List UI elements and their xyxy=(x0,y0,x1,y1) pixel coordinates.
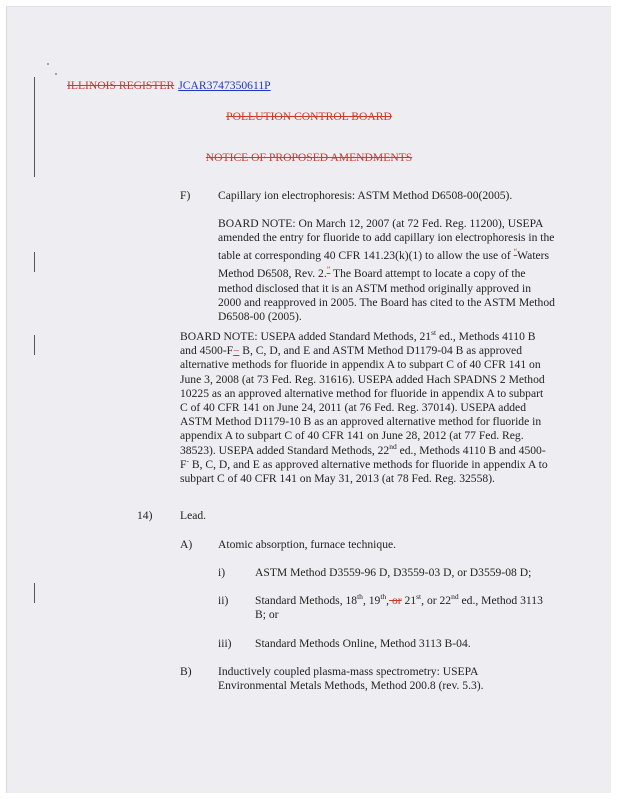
inserted-close-quote: ” xyxy=(326,265,331,275)
sub-i-text: ASTM Method D3559-96 D, D3559-03 D, or D3559-08 D; xyxy=(255,566,532,579)
scan-speck xyxy=(47,63,49,65)
revision-bar xyxy=(34,252,35,272)
register-label: ILLINOIS REGISTER xyxy=(67,79,175,92)
agency-title: POLLUTION CONTROL BOARD xyxy=(226,110,392,123)
item-b-text: Inductively coupled plasma-mass spectrometry: USEPA Environmental Metals Methods, Method 200.8 (rev. 5.3). xyxy=(218,665,484,693)
register-header xyxy=(67,79,271,93)
sub-iii-marker: iii) xyxy=(218,637,232,650)
notice-title: NOTICE OF PROPOSED AMENDMENTS xyxy=(205,151,413,164)
inserted-minus: − xyxy=(233,345,240,358)
document-id-link[interactable]: JCAR3747350611P xyxy=(178,79,271,92)
item-a-marker: A) xyxy=(180,538,193,551)
document-page xyxy=(6,6,611,793)
item-b-marker: B) xyxy=(180,665,192,678)
sub-i-marker: i) xyxy=(218,566,226,579)
sub-iii-text: Standard Methods Online, Method 3113 B-04. xyxy=(255,637,471,650)
item-f-title: Capillary ion electrophoresis: ASTM Method D6508-00(2005). xyxy=(218,189,513,202)
item-14-title: Lead. xyxy=(180,509,207,522)
item-f-board-note: BOARD NOTE: On March 12, 2007 (at 72 Fed. Reg. 11200), USEPA amended the entry for fluoride to add capillary ion electrophoresis in the table at corresponding 40 CFR 141.23(k)(1) to allow the use of “Waters Method D6508, Rev. 2.” The Board attempt to locate a copy of the method disclosed that it is an ASTM method originally approved in 2000 and reapproved in 2005. The Board has cited to the ASTM Method D6508-00 (2005). xyxy=(218,217,555,323)
scan-speck xyxy=(55,73,57,75)
item-14-marker: 14) xyxy=(137,509,153,522)
item-f-marker: F) xyxy=(180,189,191,202)
revision-bar xyxy=(34,583,35,603)
revision-bar xyxy=(34,335,35,355)
inserted-open-quote: “ xyxy=(513,247,518,257)
struck-or: or xyxy=(389,594,402,607)
board-note-paragraph: BOARD NOTE: USEPA added Standard Methods, 21st ed., Methods 4110 B and 4500-F− B, C, D, and E and ASTM Method D1179-04 B as approved alternative methods for fluoride in appendix A to subpart C of 40 CFR 141 on June 3, 2008 (at 73 Fed. Reg. 31616). USEPA added Hach SPADNS 2 Method 10225 as an approved alternative method for fluoride in appendix A to subpart C of 40 CFR 141 on June 24, 2011 (at 76 Fed. Reg. 37014). USEPA added ASTM Method D1179-10 B as an approved alternative method for fluoride in appendix A to subpart C of 40 CFR 141 on June 28, 2012 (at 77 Fed. Reg. 38523). USEPA added Standard Methods, 22nd ed., Methods 4110 B and 4500-F- B, C, D, and E as approved alternative methods for fluoride in appendix A to subpart C of 40 CFR 141 on May 31, 2013 (at 78 Fed. Reg. 32558). xyxy=(180,328,548,486)
sub-ii-text: Standard Methods, 18th, 19th, or 21st, or 22nd ed., Method 3113 B; or xyxy=(255,592,543,622)
item-a-title: Atomic absorption, furnace technique. xyxy=(218,538,397,551)
sub-ii-marker: ii) xyxy=(218,594,229,607)
